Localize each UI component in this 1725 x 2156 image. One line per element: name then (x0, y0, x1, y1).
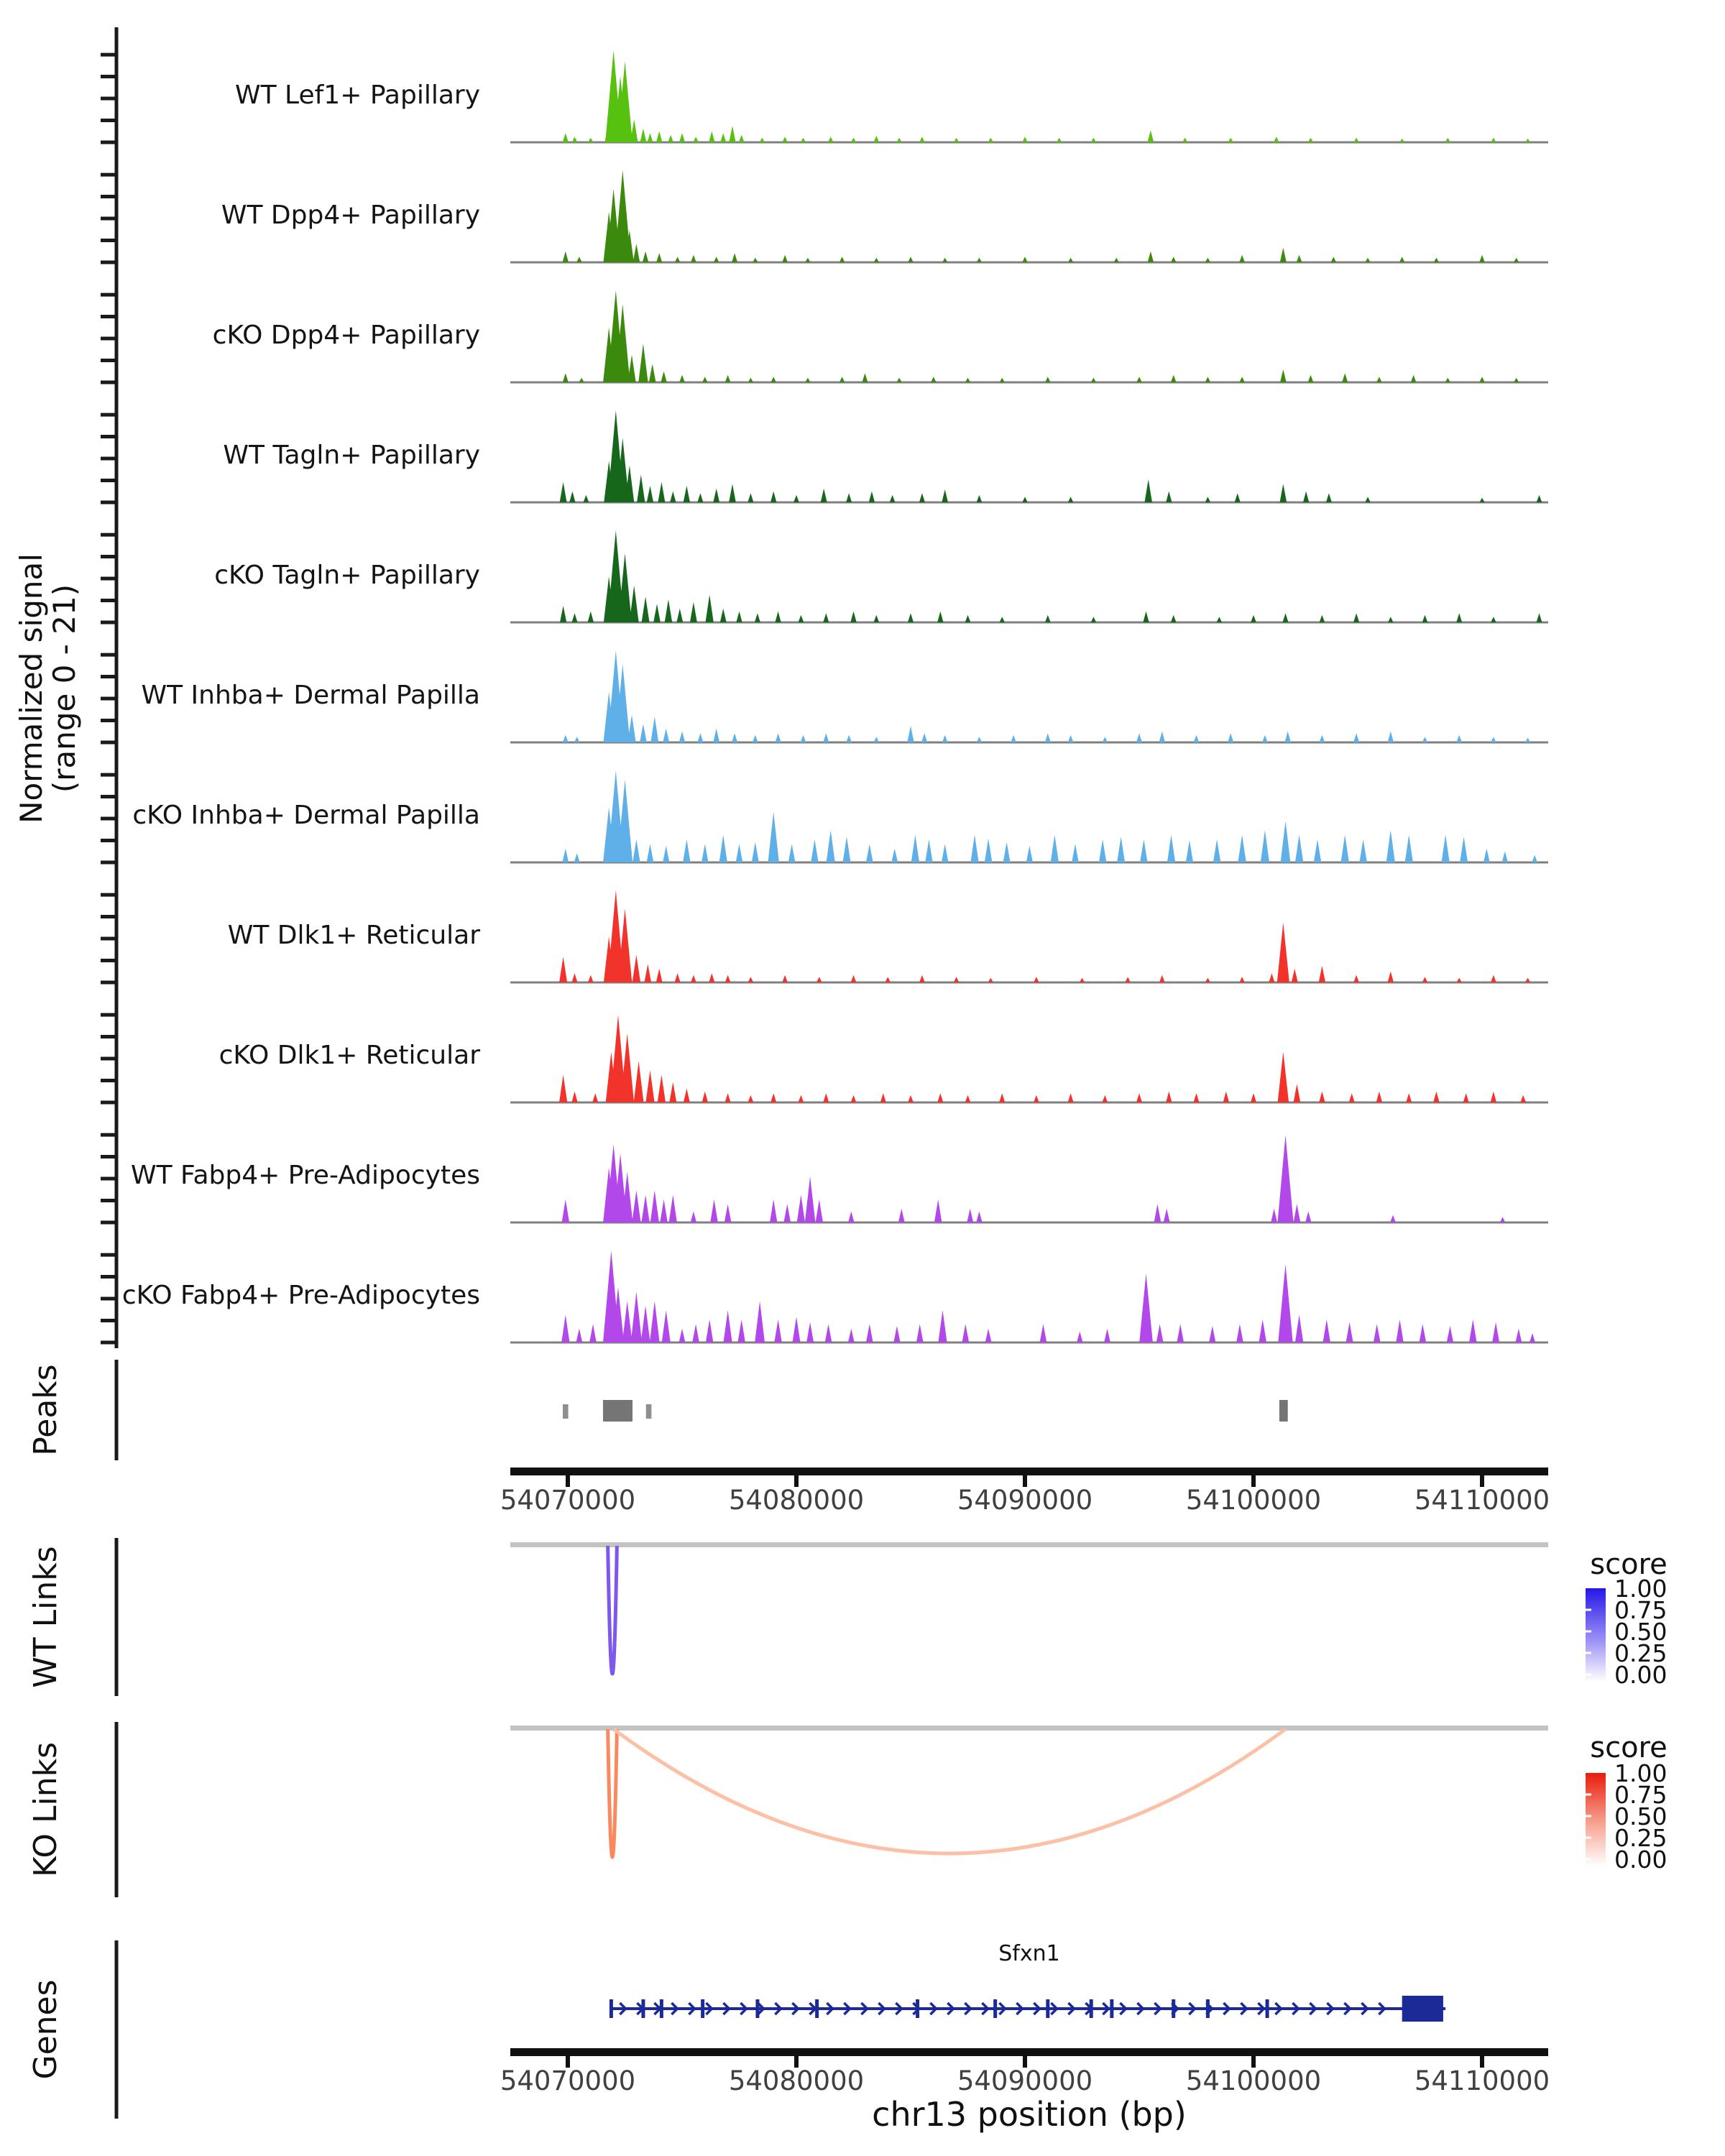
score-tick-label: 0.50 (1614, 1618, 1668, 1646)
signal-tracks (122, 50, 1548, 1342)
links-baseline (510, 1542, 1548, 1547)
score-tick-label: 0.50 (1614, 1802, 1668, 1830)
peak-interval-box (1279, 1400, 1288, 1422)
exon-bar (815, 1999, 819, 2018)
axis-tick-label: 54110000 (1414, 2065, 1550, 2096)
link-arc (608, 1729, 617, 1857)
ko-score-legend-title: score (1590, 1731, 1668, 1764)
genomic-ruler-top (500, 1468, 1550, 1516)
track-label: cKO Fabp4+ Pre-Adipocytes (121, 1281, 480, 1310)
exon-bar (660, 1999, 663, 2018)
link-arc (608, 1546, 617, 1674)
coverage-signal (563, 290, 1519, 382)
track-label: cKO Inhba+ Dermal Papilla (132, 801, 480, 830)
coverage-signal (563, 50, 1530, 142)
exon-bar (1090, 1999, 1093, 2018)
y-axis-label-line1: Normalized signal (14, 553, 49, 824)
axis-bar (510, 1468, 1548, 1475)
signal-y-ticks (101, 55, 116, 1342)
exon-bar (610, 1999, 613, 2018)
score-colorbar (1586, 1773, 1606, 1866)
score-tick-label: 0.00 (1614, 1846, 1668, 1874)
exon-bar (1266, 1999, 1269, 2018)
coverage-signal (561, 1250, 1535, 1342)
axis-tick-label: 54100000 (1185, 1485, 1322, 1516)
coverage-signal (560, 410, 1542, 502)
score-tick-label: 0.25 (1614, 1639, 1668, 1667)
x-axis-title: chr13 position (bp) (872, 2095, 1187, 2134)
score-tick-label: 0.75 (1614, 1596, 1668, 1624)
track-label: WT Tagln+ Papillary (223, 441, 480, 470)
coverage-signal (562, 1135, 1506, 1222)
peak-interval-box (646, 1404, 652, 1419)
y-axis-label-line2: (range 0 - 21) (47, 584, 82, 793)
score-colorbar (1586, 1588, 1606, 1682)
wt-links-track (510, 1542, 1548, 1674)
peaks-section-label: Peaks (27, 1364, 64, 1456)
coverage-signal (563, 650, 1530, 742)
wt-score-legend-title: score (1590, 1548, 1668, 1581)
exon-bar (916, 1999, 919, 2018)
score-tick-label: 0.00 (1614, 1661, 1668, 1689)
score-tick-label: 1.00 (1614, 1575, 1668, 1603)
axis-tick-label: 54070000 (500, 2065, 636, 2096)
exon-bar (1110, 1999, 1113, 2018)
exon-bar (641, 1999, 645, 2018)
coverage-signal (559, 1015, 1526, 1102)
axis-tick-label: 54090000 (957, 2065, 1093, 2096)
track-label: cKO Tagln+ Papillary (214, 561, 480, 590)
score-tick-label: 1.00 (1614, 1759, 1668, 1787)
track-label: cKO Dlk1+ Reticular (218, 1041, 480, 1070)
link-arc (614, 1729, 1286, 1853)
score-tick-label: 0.25 (1614, 1824, 1668, 1852)
exon-bar (1172, 1999, 1175, 2018)
track-label: WT Dlk1+ Reticular (227, 921, 480, 950)
links-baseline (510, 1726, 1548, 1731)
genes-section-label: Genes (27, 1979, 64, 2080)
axis-tick-label: 54100000 (1185, 2065, 1322, 2096)
coverage-signal (560, 530, 1542, 622)
coverage-signal (559, 890, 1530, 982)
coverage-signal (562, 770, 1537, 862)
coverage-signal (563, 170, 1519, 262)
genomic-ruler-bottom (500, 2048, 1550, 2096)
ko-links-section-label: KO Links (27, 1741, 64, 1878)
wt-links-section-label: WT Links (27, 1546, 64, 1688)
ko-links-track (510, 1726, 1548, 1857)
peaks-track (563, 1400, 1288, 1422)
exon-bar (993, 1999, 997, 2018)
exon-bar (1046, 1999, 1049, 2018)
track-label: cKO Dpp4+ Papillary (212, 321, 480, 350)
peak-interval-box (563, 1404, 569, 1419)
gene-name-label: Sfxn1 (998, 1941, 1060, 1966)
exon-bar (755, 1999, 759, 2018)
axis-tick-label: 54070000 (500, 1485, 636, 1516)
track-label: WT Dpp4+ Papillary (221, 201, 480, 230)
score-tick-label: 0.75 (1614, 1781, 1668, 1809)
genes-track (610, 1996, 1445, 2022)
track-label: WT Inhba+ Dermal Papilla (141, 681, 480, 710)
axis-tick-label: 54080000 (728, 2065, 865, 2096)
track-label: WT Lef1+ Papillary (235, 80, 480, 110)
axis-tick-label: 54090000 (957, 1485, 1093, 1516)
peak-interval-box (603, 1400, 632, 1422)
axis-bar (510, 2048, 1548, 2056)
track-label: WT Fabp4+ Pre-Adipocytes (131, 1161, 480, 1190)
exon-box (1402, 1996, 1443, 2022)
axis-tick-label: 54110000 (1414, 1485, 1550, 1516)
score-legends (1586, 1575, 1667, 1874)
exon-bar (1206, 1999, 1210, 2018)
exon-bar (701, 1999, 704, 2018)
axis-tick-label: 54080000 (728, 1485, 865, 1516)
